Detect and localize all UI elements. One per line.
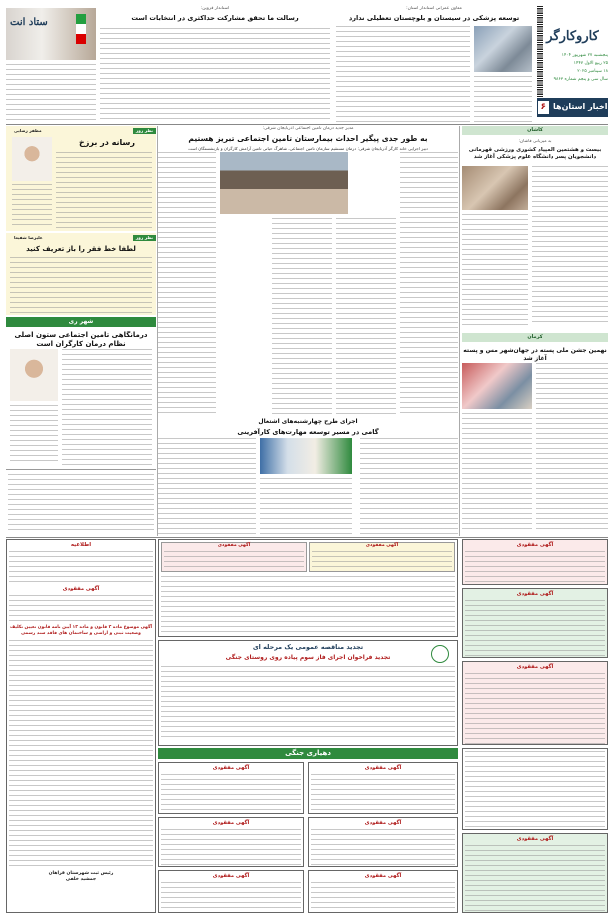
center-ad-1 xyxy=(309,542,455,572)
column-rule-1 xyxy=(459,126,460,536)
main-body-col3 xyxy=(272,218,332,414)
article-notice-body xyxy=(9,640,153,868)
skills-subhead: گامی در مسیر توسعه مهارت‌های کارآفرینی xyxy=(237,428,379,437)
kerman-photo xyxy=(462,363,532,409)
qazvin-headline: رسالت ما تحقق مشارکت حداکثری در انتخابات است xyxy=(131,14,299,22)
column2-author: علیرضا شفیعا xyxy=(14,235,43,240)
notice-grid-5-title: آگهی مفقودی xyxy=(212,873,250,879)
dehyari-band: دهیاری جنگی xyxy=(158,748,458,759)
notice-grid-4-title: آگهی مفقودی xyxy=(364,820,402,826)
kerman-body xyxy=(536,363,608,531)
notice-right-5-body xyxy=(465,845,605,913)
notice-right-3-title: آگهی مفقودی xyxy=(516,664,554,670)
kashan-body-2 xyxy=(462,214,528,326)
city-headline: درمانگاهی تامین اجتماعی ستون اصلی نظام درمان کارگران است xyxy=(14,331,148,349)
sistan-kicker: معاون عمرانی استاندار استان: xyxy=(406,6,462,11)
notice-right-3-body xyxy=(465,673,605,745)
registrar-name: جمشید خلفی xyxy=(65,876,97,882)
notice-grid-2-body xyxy=(311,774,455,814)
notice-right-3 xyxy=(462,661,608,745)
notice-right-2 xyxy=(462,588,608,658)
notice-right-4 xyxy=(462,748,608,830)
notice-right-5-title: آگهی مفقودی xyxy=(516,836,554,842)
notice-grid-5-body xyxy=(161,882,301,913)
tender-title-1: تجدید مناقصه عمومی یک مرحله ای xyxy=(252,643,364,651)
center-notice-ads xyxy=(158,539,458,637)
opinion-column-1 xyxy=(6,126,156,231)
notice-grid-1-title: آگهی مفقودی xyxy=(212,765,250,771)
kashan-label: کاشان xyxy=(462,126,608,135)
center-ad-2-body xyxy=(164,551,304,571)
notice-right-1-body xyxy=(465,551,605,585)
left-short-notice xyxy=(6,469,156,535)
center-ad-1-body xyxy=(312,551,452,571)
column1-tag: نظر روز xyxy=(133,128,156,134)
sistan-body-2 xyxy=(474,76,532,122)
issue-dates xyxy=(546,52,608,84)
page-number: ۶ xyxy=(538,101,550,113)
notice-grid-4 xyxy=(308,817,458,867)
main-subhead: دبیر اجرایی خانه کارگر آذربایجان شرقی: درمان مستقیم سازمان تامین اجتماعی، شاهرگ حیاتی تامین آرامش کارگران و بازنشستگان است xyxy=(188,146,428,152)
date-hijri: ۲۵ ربیع الاول ۱۴۴۷ xyxy=(573,60,608,66)
column2-body xyxy=(10,257,152,313)
main-headline: به طور جدی پیگیر احداث بیمارستان تامین اجتماعی تبریز هستیم xyxy=(188,133,428,143)
notice-grid-1 xyxy=(158,762,304,814)
notice-grid-2-title: آگهی مفقودی xyxy=(364,765,402,771)
tender-title-2: تجدید فراخوان اجرای فاز سوم پیاده روی روستای جنگی xyxy=(225,653,391,661)
sistan-body xyxy=(336,26,470,122)
notice-grid-3 xyxy=(158,817,304,867)
notice-right-4-body xyxy=(465,751,605,827)
main-kicker: مدیر جدید درمان تامین اجتماعی آذربایجان شرقی: xyxy=(262,126,354,131)
main-body-col1 xyxy=(400,152,458,414)
notice-grid-2 xyxy=(308,762,458,814)
announcement-body xyxy=(9,551,153,583)
kerman-headline: نهمین جشن ملی پسته در جهان‌شهر مس و پسته آغاز شد xyxy=(463,346,607,362)
horizontal-rule-ads xyxy=(6,537,608,538)
kerman-body-2 xyxy=(462,413,532,531)
notice-grid-3-title: آگهی مفقودی xyxy=(212,820,250,826)
city-story xyxy=(6,317,156,467)
main-body-col4 xyxy=(158,152,216,414)
center-ad-1-title: آگهی مفقودی xyxy=(365,543,399,548)
qazvin-body xyxy=(100,28,330,122)
city-body xyxy=(62,349,152,465)
column2-headline: لطفا خط فقر را باز تعریف کنید xyxy=(26,245,136,253)
notice-grid-6-title: آگهی مفقودی xyxy=(364,873,402,879)
flag-icon xyxy=(76,14,86,44)
column1-headline: رسانه در برزخ xyxy=(79,138,135,147)
skills-body-2 xyxy=(158,438,256,534)
city-body-2 xyxy=(10,405,58,465)
section-banner xyxy=(537,98,608,117)
column-rule-2 xyxy=(157,126,158,536)
kerman-label: کرمان xyxy=(462,333,608,342)
center-ad-2-title: آگهی مفقودی xyxy=(217,543,251,548)
skills-photo xyxy=(260,438,352,474)
top-story-sistan xyxy=(336,6,532,124)
kashan-headline: بیست و هشتمین المپیاد کشوری ورزشی قهرمانی دانشجویان پسر دانشگاه علوم پزشکی آغاز شد xyxy=(468,146,602,160)
notice-grid-3-body xyxy=(161,829,301,867)
center-ad-2 xyxy=(161,542,307,572)
notice-right-2-title: آگهی مفقودی xyxy=(516,591,554,597)
notice-grid-6 xyxy=(308,870,458,913)
newspaper-logo: کاروکارگر xyxy=(546,29,599,44)
announcement-title: اطلاعیه xyxy=(70,542,92,548)
column2-tag: نظر روز xyxy=(133,235,156,241)
main-body-col2 xyxy=(336,218,396,414)
opinion-column-2 xyxy=(6,233,156,315)
lost-title-left: آگهی مفقودی xyxy=(62,586,100,593)
top-story-qazvin xyxy=(6,6,330,124)
section-title: اخبار استان‌ها xyxy=(553,102,608,112)
skills-headline: اجرای طرح چهارشنبه‌های اشتغال xyxy=(258,418,358,425)
main-photo xyxy=(220,152,348,214)
notice-grid-6-body xyxy=(311,882,455,913)
skills-body-3 xyxy=(260,478,352,534)
qazvin-photo xyxy=(6,8,96,60)
main-story xyxy=(158,126,458,416)
date-gregorian: ۱۸ سپتامبر ۲۰۲۵ xyxy=(577,68,608,74)
tender-notice xyxy=(158,640,458,746)
article-notice-title: آگهی موضوع ماده ۳ قانون و ماده ۱۳ آیین نامه قانون تعیین تکلیف وضعیت ثبتی و اراضی و ساختمان های فاقد سند رسمی xyxy=(9,625,153,637)
horizontal-rule-top xyxy=(6,124,608,125)
qazvin-body-2 xyxy=(6,64,96,122)
notice-right-1 xyxy=(462,539,608,585)
qazvin-photo-banner: ستاد انت xyxy=(10,17,48,28)
kashan-kicker: به میزبانی فاشان: xyxy=(518,138,552,144)
notice-grid-5 xyxy=(158,870,304,913)
masthead xyxy=(537,6,608,126)
kashan-story xyxy=(462,126,608,331)
center-ad-body xyxy=(161,576,455,634)
city-label: شهر ری xyxy=(6,317,156,327)
issue-number: سال سی و پنجم شماره ۹۸۶۳ xyxy=(553,76,608,82)
tender-emblem-icon xyxy=(431,645,449,663)
lost-body-left xyxy=(9,595,153,621)
city-photo xyxy=(10,349,58,401)
short-notice-body xyxy=(8,474,154,532)
column1-author: مظفر رضایی xyxy=(14,128,42,133)
skills-story xyxy=(158,418,458,536)
column1-author-photo xyxy=(12,137,52,181)
kashan-photo xyxy=(462,166,528,210)
kerman-story xyxy=(462,333,608,535)
date-persian: پنجشنبه ۲۷ شهریور ۱۴۰۴ xyxy=(561,53,608,58)
sistan-headline: توسعه پزشکی در سیستان و بلوچستان تعطیلی ندارد xyxy=(348,13,520,22)
kashan-body xyxy=(532,166,608,326)
notice-right-5 xyxy=(462,833,608,913)
notice-right-1-title: آگهی مفقودی xyxy=(516,542,554,548)
column1-body xyxy=(56,152,152,228)
skills-body-1 xyxy=(360,438,458,534)
article-notice xyxy=(6,539,156,913)
notice-right-2-body xyxy=(465,600,605,658)
registrar-title: رئیس ثبت شهرستان فراهان xyxy=(48,870,114,876)
notice-grid-1-body xyxy=(161,774,301,814)
qazvin-kicker: استاندار قزوین: xyxy=(200,6,230,11)
column1-body-2 xyxy=(12,184,52,228)
notice-grid-4-body xyxy=(311,829,455,867)
sistan-photo xyxy=(474,26,532,72)
tender-body xyxy=(161,666,455,740)
